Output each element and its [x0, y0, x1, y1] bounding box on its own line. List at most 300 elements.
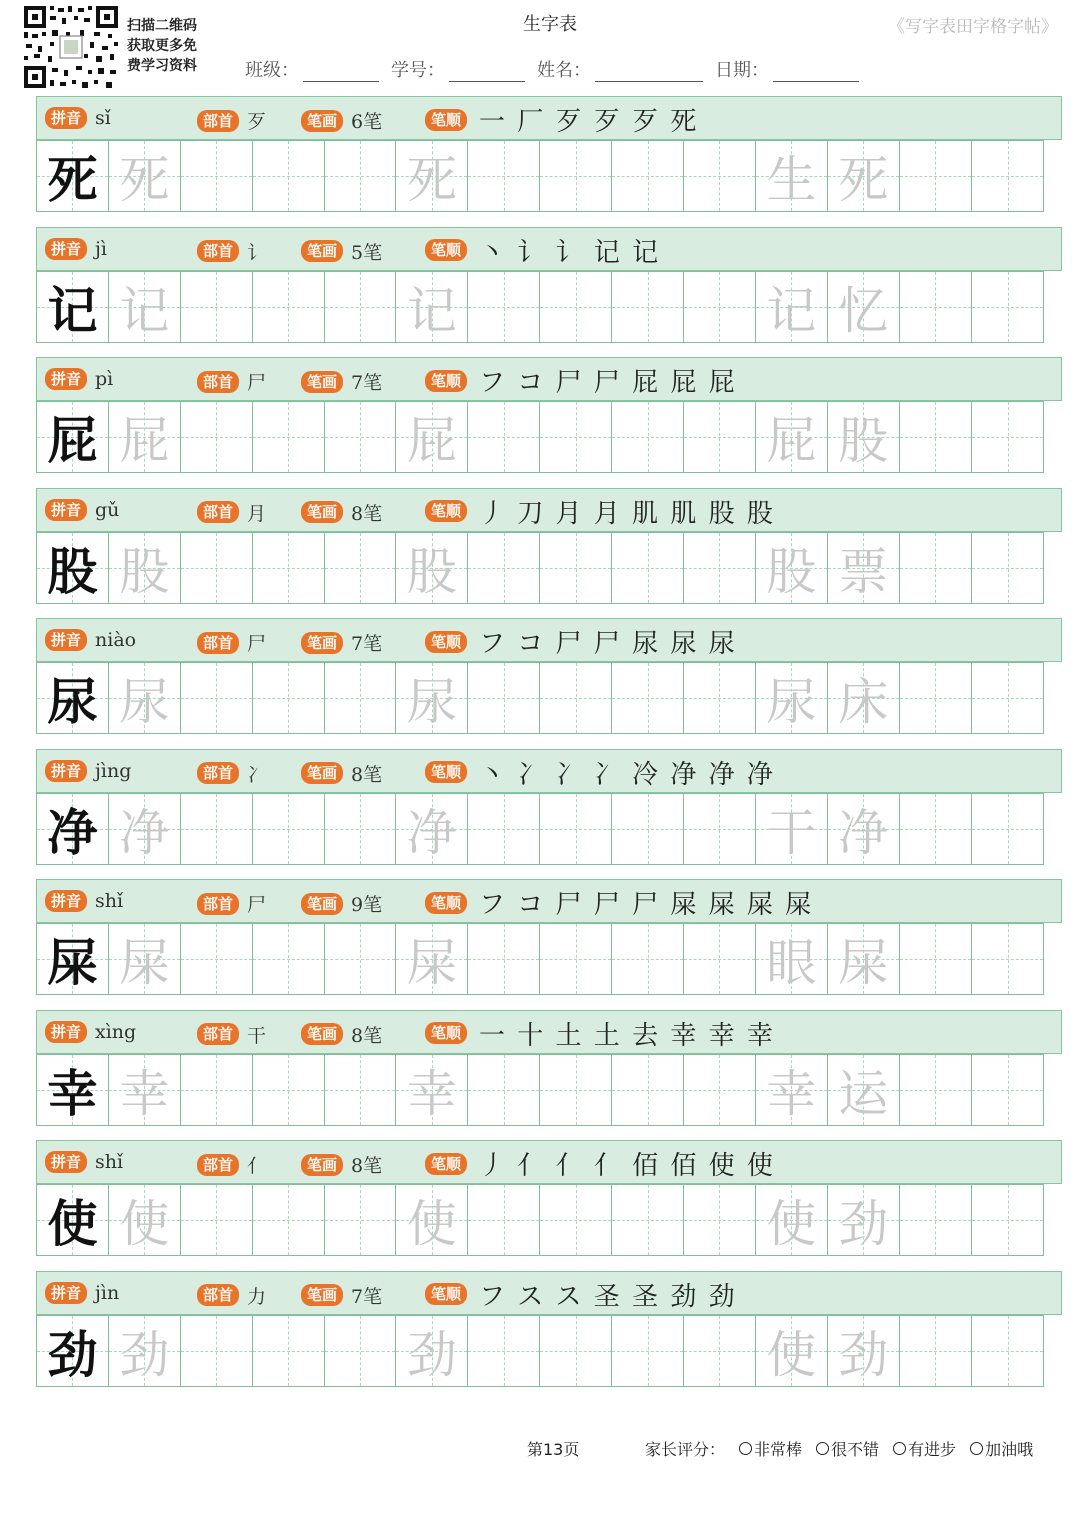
- writing-cell[interactable]: [612, 1185, 684, 1255]
- radical-badge: 部首: [197, 371, 239, 393]
- writing-cell[interactable]: [900, 1055, 972, 1125]
- writing-cell[interactable]: [109, 924, 181, 994]
- writing-cell[interactable]: [684, 1316, 756, 1386]
- writing-cell[interactable]: [756, 402, 828, 472]
- stroke-order-field: [425, 1015, 775, 1052]
- writing-cell[interactable]: [396, 1185, 468, 1255]
- writing-cell[interactable]: [828, 141, 900, 211]
- writing-cell[interactable]: [612, 272, 684, 342]
- writing-cell[interactable]: [972, 402, 1044, 472]
- class-blank[interactable]: [303, 63, 379, 82]
- trace-character: 眼: [766, 934, 817, 992]
- stroke-order-field: [425, 101, 698, 138]
- writing-cell[interactable]: [684, 533, 756, 603]
- writing-cell[interactable]: [900, 1316, 972, 1386]
- radical-field: [197, 890, 266, 917]
- writing-cell[interactable]: [756, 141, 828, 211]
- writing-cell[interactable]: [396, 924, 468, 994]
- radical-field: [197, 368, 266, 395]
- writing-cell[interactable]: [253, 141, 325, 211]
- stroke-count-badge: 笔画: [301, 371, 343, 393]
- radical-field: [197, 499, 266, 526]
- tianzige-grid: [36, 271, 1044, 343]
- writing-cell[interactable]: [972, 1316, 1044, 1386]
- stroke-order-sequence: 丶 冫 冫 冫 冷 净 净 净: [479, 759, 775, 790]
- writing-cell[interactable]: [684, 663, 756, 733]
- character-info-header: [36, 488, 1062, 532]
- stroke-count-value: 9笔: [351, 894, 383, 916]
- writing-cell[interactable]: [972, 1055, 1044, 1125]
- writing-cell[interactable]: [37, 1185, 109, 1255]
- writing-cell[interactable]: [181, 141, 253, 211]
- character-info-header: [36, 227, 1062, 271]
- page-number: 第13页: [527, 1440, 580, 1459]
- stroke-count-badge: 笔画: [301, 1023, 343, 1045]
- stroke-order-sequence: フ コ 尸 尸 尸 屎 屎 屎 屎: [479, 890, 814, 920]
- rating-option-label: 有进步: [908, 1440, 957, 1459]
- writing-cell[interactable]: [972, 1185, 1044, 1255]
- pinyin-value: shǐ: [95, 890, 124, 912]
- pinyin-value: pì: [95, 368, 114, 390]
- writing-cell[interactable]: [325, 141, 397, 211]
- pinyin-field: [45, 890, 123, 912]
- name-blank[interactable]: [595, 63, 703, 82]
- trace-character: 记: [766, 281, 817, 340]
- trace-character: 劲: [838, 1325, 889, 1384]
- trace-character: 股: [406, 542, 457, 601]
- character-block: [36, 1140, 1062, 1258]
- writing-cell[interactable]: [109, 402, 181, 472]
- writing-cell[interactable]: [253, 794, 325, 864]
- character-block: [36, 357, 1062, 475]
- stroke-count-value: 8笔: [351, 763, 383, 786]
- pinyin-value: jìng: [95, 759, 132, 782]
- trace-character: 屁: [119, 412, 170, 470]
- pinyin-field: [45, 368, 113, 390]
- stroke-count-field: [301, 1021, 382, 1048]
- radical-value: 讠: [247, 241, 267, 264]
- trace-character: 记: [119, 281, 170, 340]
- writing-cell[interactable]: [612, 533, 684, 603]
- writing-cell[interactable]: [109, 1055, 181, 1125]
- character-info-header: [36, 1010, 1062, 1054]
- date-field[interactable]: [715, 56, 859, 82]
- pinyin-value: shǐ: [95, 1151, 124, 1173]
- radical-value: 干: [247, 1024, 267, 1047]
- writing-cell[interactable]: [396, 272, 468, 342]
- writing-cell[interactable]: [181, 663, 253, 733]
- pinyin-field: [45, 107, 111, 129]
- radio-circle-icon[interactable]: [893, 1442, 906, 1455]
- writing-cell[interactable]: [540, 1316, 612, 1386]
- tianzige-grid: [36, 1315, 1044, 1387]
- stroke-count-value: 8笔: [351, 502, 383, 525]
- rating-option-label: 加油哦: [985, 1440, 1034, 1459]
- writing-cell[interactable]: [37, 924, 109, 994]
- stroke-order-field: [425, 754, 775, 791]
- pinyin-badge: 拼音: [45, 629, 87, 651]
- tianzige-grid: [36, 1184, 1044, 1256]
- pinyin-value: jìn: [95, 1281, 120, 1304]
- pinyin-field: [45, 1151, 123, 1173]
- writing-cell[interactable]: [396, 663, 468, 733]
- writing-cell[interactable]: [612, 141, 684, 211]
- pinyin-badge: 拼音: [45, 1021, 87, 1043]
- stroke-order-sequence: 丿 刀 月 月 肌 肌 股 股: [479, 498, 775, 529]
- radical-field: [197, 760, 266, 787]
- radical-badge: 部首: [197, 1284, 239, 1306]
- radical-badge: 部首: [197, 762, 239, 784]
- model-character: 尿: [47, 672, 98, 731]
- trace-character: 忆: [838, 281, 889, 340]
- character-info-header: [36, 749, 1062, 793]
- writing-cell[interactable]: [612, 402, 684, 472]
- writing-cell[interactable]: [468, 1185, 540, 1255]
- writing-cell[interactable]: [253, 663, 325, 733]
- writing-cell[interactable]: [756, 924, 828, 994]
- pinyin-badge: 拼音: [45, 368, 87, 390]
- stroke-count-field: [301, 368, 382, 395]
- writing-cell[interactable]: [181, 794, 253, 864]
- writing-cell[interactable]: [325, 272, 397, 342]
- writing-cell[interactable]: [972, 141, 1044, 211]
- trace-character: 幸: [766, 1064, 817, 1123]
- character-block: [36, 618, 1062, 736]
- stroke-count-value: 7笔: [351, 1285, 383, 1308]
- student-number-field[interactable]: [391, 56, 525, 82]
- student-number-blank[interactable]: [449, 63, 525, 82]
- writing-cell[interactable]: [181, 1316, 253, 1386]
- stroke-order-badge: 笔顺: [425, 1153, 467, 1175]
- writing-cell[interactable]: [468, 663, 540, 733]
- radical-value: 力: [247, 1285, 267, 1308]
- trace-character: 死: [838, 151, 889, 209]
- writing-cell[interactable]: [325, 533, 397, 603]
- writing-cell[interactable]: [756, 1316, 828, 1386]
- writing-cell[interactable]: [253, 533, 325, 603]
- writing-cell[interactable]: [253, 924, 325, 994]
- writing-cell[interactable]: [253, 1316, 325, 1386]
- model-character: 劲: [47, 1324, 98, 1384]
- trace-character: 使: [119, 1195, 170, 1253]
- character-block: [36, 488, 1062, 606]
- model-character: 幸: [47, 1063, 98, 1123]
- stroke-order-sequence: 一 十 土 土 去 幸 幸 幸: [479, 1020, 775, 1051]
- pinyin-badge: 拼音: [45, 890, 87, 912]
- writing-cell[interactable]: [540, 533, 612, 603]
- writing-cell[interactable]: [828, 1055, 900, 1125]
- writing-cell[interactable]: [972, 663, 1044, 733]
- trace-character: 净: [838, 803, 889, 862]
- writing-cell[interactable]: [684, 794, 756, 864]
- pinyin-value: sǐ: [95, 107, 111, 129]
- writing-cell[interactable]: [253, 272, 325, 342]
- radical-field: [197, 629, 266, 656]
- rating-option-label: 非常棒: [754, 1440, 803, 1459]
- character-info-header: [36, 357, 1062, 401]
- writing-cell[interactable]: [109, 663, 181, 733]
- model-character: 股: [47, 541, 98, 601]
- name-label: 姓名：: [537, 60, 591, 81]
- writing-cell[interactable]: [468, 402, 540, 472]
- trace-character: 尿: [406, 673, 457, 731]
- writing-cell[interactable]: [37, 402, 109, 472]
- writing-cell[interactable]: [253, 402, 325, 472]
- writing-cell[interactable]: [109, 794, 181, 864]
- writing-cell[interactable]: [972, 924, 1044, 994]
- writing-cell[interactable]: [468, 272, 540, 342]
- writing-cell[interactable]: [828, 1316, 900, 1386]
- writing-cell[interactable]: [468, 533, 540, 603]
- radical-value: 尸: [247, 633, 267, 655]
- stroke-count-badge: 笔画: [301, 632, 343, 654]
- writing-cell[interactable]: [540, 663, 612, 733]
- writing-cell[interactable]: [325, 1316, 397, 1386]
- trace-character: 净: [406, 803, 457, 862]
- qr-caption-line: 费学习资料: [127, 58, 197, 74]
- pinyin-value: xìng: [95, 1020, 137, 1043]
- writing-cell[interactable]: [900, 1185, 972, 1255]
- trace-character: 股: [766, 542, 817, 601]
- stroke-count-badge: 笔画: [301, 110, 343, 132]
- writing-cell[interactable]: [396, 1055, 468, 1125]
- writing-cell[interactable]: [253, 1185, 325, 1255]
- writing-cell[interactable]: [684, 272, 756, 342]
- qr-caption-line: 扫描二维码: [127, 18, 197, 34]
- trace-character: 劲: [119, 1325, 170, 1384]
- student-info-row: [245, 56, 859, 82]
- character-block: [36, 1271, 1062, 1389]
- writing-cell[interactable]: [109, 272, 181, 342]
- stroke-count-badge: 笔画: [301, 240, 343, 262]
- writing-cell[interactable]: [756, 1185, 828, 1255]
- pinyin-badge: 拼音: [45, 1151, 87, 1173]
- pinyin-badge: 拼音: [45, 760, 87, 782]
- radical-field: [197, 1151, 266, 1178]
- stroke-count-field: [301, 760, 382, 787]
- stroke-order-badge: 笔顺: [425, 761, 467, 783]
- writing-cell[interactable]: [684, 141, 756, 211]
- writing-cell[interactable]: [756, 1055, 828, 1125]
- stroke-order-field: [425, 493, 775, 530]
- writing-cell[interactable]: [37, 272, 109, 342]
- character-info-header: [36, 96, 1062, 140]
- writing-cell[interactable]: [109, 533, 181, 603]
- stroke-order-field: [425, 232, 660, 269]
- trace-character: 干: [766, 803, 817, 862]
- writing-cell[interactable]: [396, 402, 468, 472]
- writing-cell[interactable]: [900, 141, 972, 211]
- trace-character: 幸: [406, 1064, 457, 1123]
- writing-cell[interactable]: [900, 533, 972, 603]
- rating-option-excellent[interactable]: [739, 1437, 802, 1460]
- class-label: 班级：: [245, 60, 299, 81]
- writing-cell[interactable]: [325, 794, 397, 864]
- writing-cell[interactable]: [756, 533, 828, 603]
- writing-cell[interactable]: [828, 402, 900, 472]
- writing-cell[interactable]: [756, 272, 828, 342]
- model-character: 记: [47, 280, 98, 340]
- writing-cell[interactable]: [325, 1055, 397, 1125]
- writing-cell[interactable]: [109, 1316, 181, 1386]
- writing-cell[interactable]: [612, 794, 684, 864]
- radical-value: 歹: [247, 111, 267, 133]
- writing-cell[interactable]: [37, 141, 109, 211]
- model-character: 使: [47, 1194, 98, 1253]
- writing-cell[interactable]: [684, 402, 756, 472]
- tianzige-grid: [36, 140, 1044, 212]
- trace-character: 死: [406, 151, 457, 209]
- radio-circle-icon[interactable]: [816, 1442, 829, 1455]
- radical-value: 尸: [247, 894, 267, 916]
- writing-cell[interactable]: [756, 794, 828, 864]
- trace-character: 使: [766, 1195, 817, 1253]
- rating-option-keep-going[interactable]: [970, 1437, 1033, 1460]
- writing-cell[interactable]: [181, 1185, 253, 1255]
- pinyin-field: [45, 629, 136, 651]
- pinyin-field: [45, 499, 119, 521]
- writing-cell[interactable]: [540, 1055, 612, 1125]
- page-subtitle: 《写字表田字格字帖》: [888, 17, 1058, 37]
- writing-cell[interactable]: [37, 663, 109, 733]
- stroke-count-badge: 笔画: [301, 1154, 343, 1176]
- writing-cell[interactable]: [612, 924, 684, 994]
- radio-circle-icon[interactable]: [739, 1442, 752, 1455]
- writing-cell[interactable]: [37, 1316, 109, 1386]
- writing-cell[interactable]: [828, 794, 900, 864]
- writing-cell[interactable]: [37, 533, 109, 603]
- writing-cell[interactable]: [468, 1055, 540, 1125]
- character-block: [36, 749, 1062, 867]
- writing-cell[interactable]: [109, 1185, 181, 1255]
- writing-cell[interactable]: [756, 663, 828, 733]
- writing-cell[interactable]: [972, 533, 1044, 603]
- writing-cell[interactable]: [37, 794, 109, 864]
- writing-cell[interactable]: [828, 533, 900, 603]
- stroke-order-badge: 笔顺: [425, 370, 467, 392]
- writing-cell[interactable]: [540, 924, 612, 994]
- date-blank[interactable]: [773, 63, 859, 82]
- writing-cell[interactable]: [325, 924, 397, 994]
- trace-character: 屎: [119, 934, 170, 992]
- radical-badge: 部首: [197, 1023, 239, 1045]
- writing-cell[interactable]: [396, 1316, 468, 1386]
- trace-character: 使: [406, 1195, 457, 1253]
- writing-cell[interactable]: [468, 924, 540, 994]
- writing-cell[interactable]: [181, 1055, 253, 1125]
- radical-badge: 部首: [197, 110, 239, 132]
- rating-option-improved[interactable]: [893, 1437, 956, 1460]
- radio-circle-icon[interactable]: [970, 1442, 983, 1455]
- stroke-order-badge: 笔顺: [425, 239, 467, 261]
- radical-badge: 部首: [197, 240, 239, 262]
- writing-cell[interactable]: [396, 141, 468, 211]
- writing-cell[interactable]: [612, 663, 684, 733]
- pinyin-value: jì: [95, 237, 107, 260]
- writing-cell[interactable]: [540, 141, 612, 211]
- writing-cell[interactable]: [325, 1185, 397, 1255]
- writing-cell[interactable]: [396, 533, 468, 603]
- character-info-header: [36, 618, 1062, 662]
- writing-cell[interactable]: [181, 272, 253, 342]
- parent-evaluation-label: 家长评分：: [645, 1440, 726, 1459]
- writing-cell[interactable]: [900, 663, 972, 733]
- writing-cell[interactable]: [828, 1185, 900, 1255]
- writing-cell[interactable]: [972, 272, 1044, 342]
- writing-cell[interactable]: [181, 924, 253, 994]
- tianzige-grid: [36, 923, 1044, 995]
- writing-cell[interactable]: [540, 402, 612, 472]
- writing-cell[interactable]: [900, 272, 972, 342]
- writing-cell[interactable]: [684, 924, 756, 994]
- pinyin-field: [45, 760, 131, 782]
- writing-cell[interactable]: [396, 794, 468, 864]
- stroke-order-badge: 笔顺: [425, 892, 467, 914]
- stroke-count-badge: 笔画: [301, 893, 343, 915]
- model-character: 死: [47, 150, 98, 209]
- stroke-count-field: [301, 499, 382, 526]
- writing-cell[interactable]: [468, 1316, 540, 1386]
- writing-cell[interactable]: [900, 924, 972, 994]
- stroke-order-field: [425, 623, 737, 660]
- pinyin-field: [45, 1282, 119, 1304]
- writing-cell[interactable]: [900, 794, 972, 864]
- writing-cell[interactable]: [325, 402, 397, 472]
- name-field[interactable]: [537, 56, 703, 82]
- trace-character: 劲: [406, 1325, 457, 1384]
- pinyin-value: gǔ: [95, 498, 120, 521]
- writing-cell[interactable]: [612, 1055, 684, 1125]
- writing-cell[interactable]: [828, 663, 900, 733]
- writing-cell[interactable]: [900, 402, 972, 472]
- writing-cell[interactable]: [540, 272, 612, 342]
- writing-cell[interactable]: [253, 1055, 325, 1125]
- writing-cell[interactable]: [972, 794, 1044, 864]
- stroke-order-badge: 笔顺: [425, 109, 467, 131]
- pinyin-value: niào: [95, 629, 137, 651]
- writing-cell[interactable]: [828, 272, 900, 342]
- writing-cell[interactable]: [684, 1185, 756, 1255]
- trace-character: 票: [838, 542, 889, 601]
- trace-character: 净: [119, 803, 170, 862]
- pinyin-badge: 拼音: [45, 238, 87, 260]
- tianzige-grid: [36, 532, 1044, 604]
- stroke-count-field: [301, 1151, 382, 1178]
- writing-cell[interactable]: [468, 141, 540, 211]
- character-info-header: [36, 1140, 1062, 1184]
- writing-cell[interactable]: [37, 1055, 109, 1125]
- writing-cell[interactable]: [181, 533, 253, 603]
- trace-character: 尿: [766, 673, 817, 731]
- trace-character: 床: [838, 673, 889, 731]
- rating-option-good[interactable]: [816, 1437, 879, 1460]
- writing-cell[interactable]: [181, 402, 253, 472]
- class-field[interactable]: [245, 56, 379, 82]
- writing-cell[interactable]: [684, 1055, 756, 1125]
- trace-character: 生: [766, 151, 817, 209]
- writing-cell[interactable]: [612, 1316, 684, 1386]
- writing-cell[interactable]: [468, 794, 540, 864]
- stroke-count-value: 7笔: [351, 633, 383, 655]
- writing-cell[interactable]: [828, 924, 900, 994]
- stroke-order-badge: 笔顺: [425, 631, 467, 653]
- writing-cell[interactable]: [325, 663, 397, 733]
- writing-cell[interactable]: [540, 794, 612, 864]
- writing-cell[interactable]: [540, 1185, 612, 1255]
- stroke-order-field: [425, 362, 737, 399]
- writing-cell[interactable]: [109, 141, 181, 211]
- page-title: 生字表: [523, 14, 577, 35]
